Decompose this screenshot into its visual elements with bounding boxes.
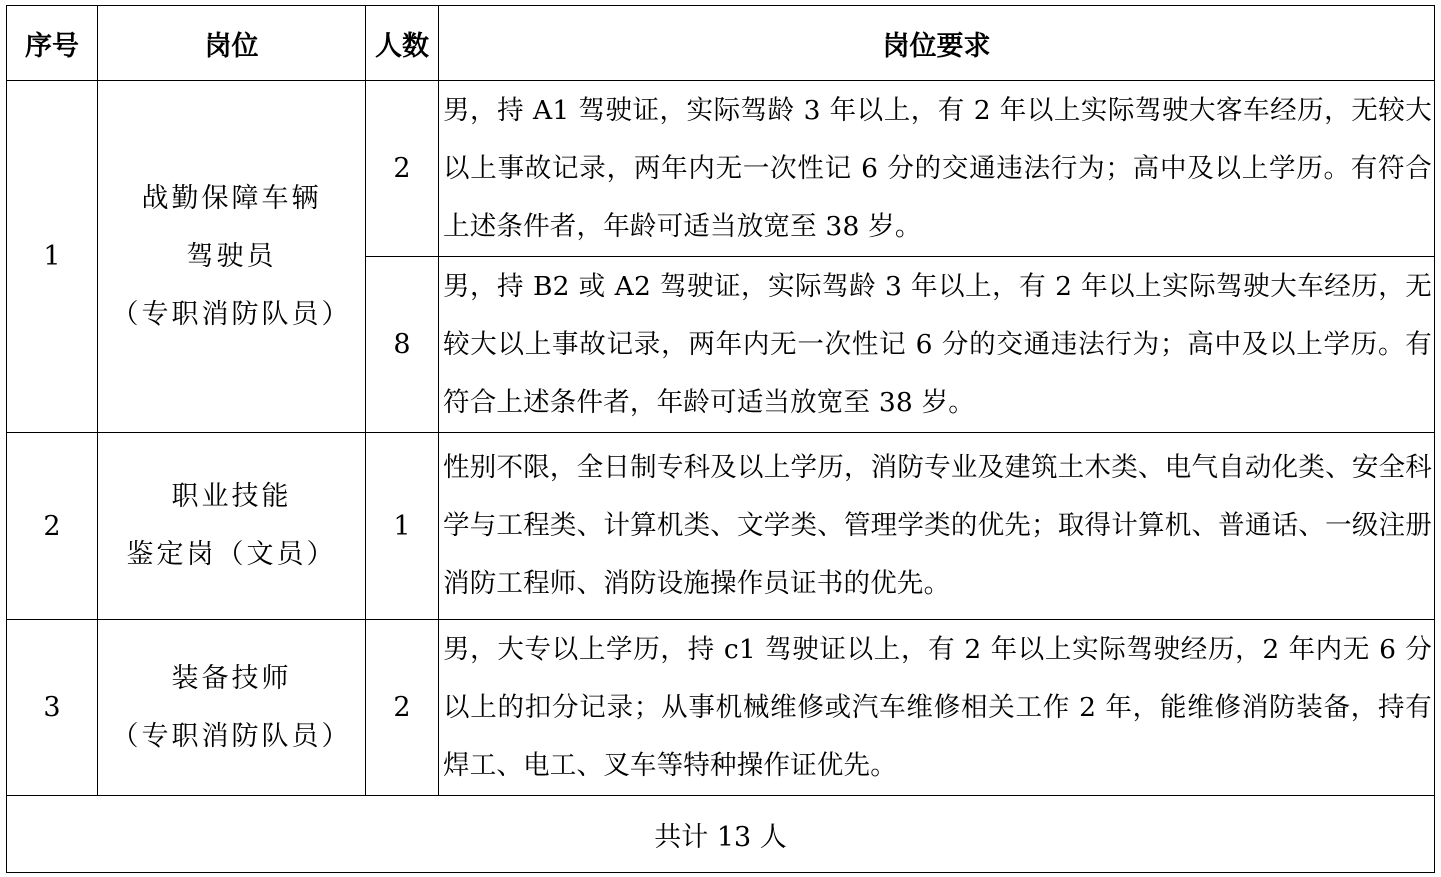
total-row bbox=[7, 796, 1435, 873]
row-position bbox=[98, 81, 366, 433]
position-line: 职业技能 bbox=[171, 481, 292, 512]
header-requirements: 岗位要求 bbox=[439, 6, 1435, 81]
position-line: 战勤保障车辆 bbox=[141, 182, 322, 214]
row-requirement: 男，持 A1 驾驶证，实际驾龄 3 年以上，有 2 年以上实际驾驶大客车经历，无较大以上事故记录，两年内无一次性记 6 分的交通违法行为；高中及以上学历。有符合上述条件者，年龄可适当放宽至 38 岁。 bbox=[439, 81, 1435, 257]
row-requirement: 男，持 B2 或 A2 驾驶证，实际驾龄 3 年以上，有 2 年以上实际驾驶大车经历，无较大以上事故记录，两年内无一次性记 6 分的交通违法行为；高中及以上学历。有符合上述条件者，年龄可适当放宽至 38 岁。 bbox=[439, 257, 1435, 433]
row-count: 8 bbox=[366, 257, 439, 433]
header-position: 岗位 bbox=[98, 6, 366, 81]
position-line: （专职消防队员） bbox=[111, 298, 352, 330]
row-seq: 2 bbox=[7, 433, 98, 620]
header-seq: 序号 bbox=[7, 6, 98, 81]
header-count: 人数 bbox=[366, 6, 439, 81]
position-line: 装备技师 bbox=[171, 662, 292, 694]
row-seq: 1 bbox=[7, 81, 98, 433]
row-requirement: 男，大专以上学历，持 c1 驾驶证以上，有 2 年以上实际驾驶经历，2 年内无 6 分以上的扣分记录；从事机械维修或汽车维修相关工作 2 年，能维修消防装备，持有焊工、电工、叉车等特种操作证优先。 bbox=[439, 620, 1435, 796]
position-table bbox=[6, 5, 1435, 873]
row-count: 2 bbox=[366, 620, 439, 796]
position-line: 鉴定岗（文员） bbox=[126, 539, 337, 570]
position-line: 驾驶员 bbox=[186, 240, 277, 272]
row-seq: 3 bbox=[7, 620, 98, 796]
row-position bbox=[98, 620, 366, 796]
row-requirement: 性别不限，全日制专科及以上学历，消防专业及建筑土木类、电气自动化类、安全科学与工程类、计算机类、文学类、管理学类的优先；取得计算机、普通话、一级注册消防工程师、消防设施操作员证书的优先。 bbox=[439, 433, 1435, 620]
table-row bbox=[7, 433, 1435, 620]
table-row bbox=[7, 620, 1435, 796]
position-line: （专职消防队员） bbox=[111, 720, 352, 752]
table-row bbox=[7, 81, 1435, 257]
row-position bbox=[98, 433, 366, 620]
header-row bbox=[7, 6, 1435, 81]
total-count: 共计 13 人 bbox=[7, 796, 1435, 873]
row-count: 1 bbox=[366, 433, 439, 620]
row-count: 2 bbox=[366, 81, 439, 257]
